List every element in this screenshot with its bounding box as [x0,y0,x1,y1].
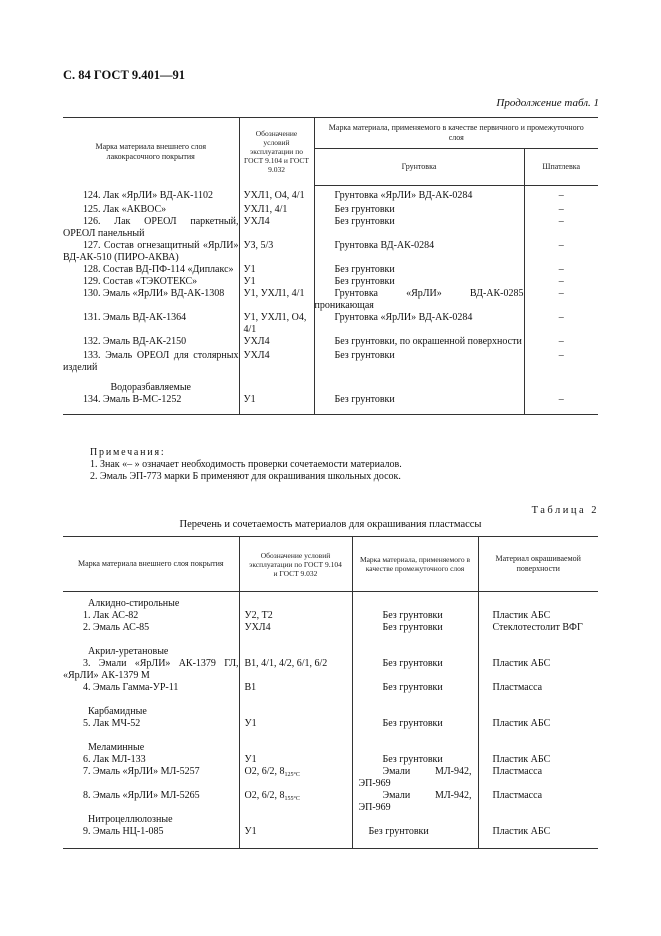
t2-cell-surface: Пластик АБС [478,826,598,849]
t1-cell-primer: Без грунтовки [314,204,524,216]
t1-cell-primer: Без грунтовки [314,264,524,276]
t2-cell-name: 7. Эмаль «ЯрЛИ» МЛ-5257 [83,765,200,777]
t1-header-primer: Грунтовка [314,149,524,186]
t2-cell-cond [239,790,352,814]
t2-group-row [63,598,598,610]
t1-cell-primer: Без грунтовки [314,216,524,240]
t1-row-129 [63,276,598,288]
t2-cell-name: 9. Эмаль НЦ-1-085 [63,826,239,849]
t1-cell-name: 124. Лак «ЯрЛИ» ВД-АК-1102 [83,189,214,201]
t1-cell-primer: Грунтовка «ЯрЛИ» ВД-АК-0285 проникающая [314,287,524,311]
note-item: 1. Знак «– » означает необходимость проверки сочетаемости материалов. [90,459,402,470]
t1-cell-putty: – [524,312,598,336]
t2-cell-inter: Без грунтовки [352,718,478,742]
t1-cell-cond: У1 [239,276,314,288]
t2-cell-surface: Пластик АБС [478,610,598,622]
note-item: 2. Эмаль ЭП-773 марки Б применяют для окрашивания школьных досок. [90,471,401,482]
t1-cell-primer: Грунтовка «ЯрЛИ» ВД-АК-0284 [314,190,524,204]
t1-cell-cond: У1, УХЛ1, 4/1 [239,288,314,312]
t1-cell-primer: Грунтовка «ЯрЛИ» ВД-АК-0284 [314,312,524,336]
notes [90,447,402,483]
t2-cond-sub: 155°С [284,795,300,802]
t2-cell-surface: Пластмасса [478,766,598,790]
t1-row-131 [63,312,598,336]
t2-cell-cond: УХЛ4 [239,622,352,646]
t2-group-title: Карбамидные [88,705,147,717]
t1-row-127 [63,240,598,264]
t1-header-primary-layer: Марка материала, применяемого в качестве первичного и промежуточного слоя [314,118,598,149]
t2-cell-name: 5. Лак МЧ-52 [83,717,141,729]
t1-row-130 [63,288,598,312]
t1-cell-primer: Грунтовка ВД-АК-0284 [314,240,524,264]
t2-group-title: Нитроцеллюлозные [88,813,173,825]
t2-row [63,790,598,814]
t1-header-conditions: Обозначение условий эксплуатации по ГОСТ 9.104 и ГОСТ 9.032 [239,118,314,186]
page-header: С. 84 ГОСТ 9.401—91 [63,68,186,82]
continuation-label: Продолжение табл. 1 [496,97,599,109]
t2-header-intermediate: Марка материала, применяемого в качестве промежуточного слоя [352,537,478,592]
t1-cell-name: 134. Эмаль В-МС-1252 [63,394,239,415]
t2-cell-cond [239,766,352,790]
t1-cell-cond: УЗ, 5/3 [239,240,314,264]
t1-header-material: Марка материала внешнего слоя лакокрасочного покрытия [63,118,239,186]
t2-cell-inter: Без грунтовки [352,610,478,622]
t1-cell-putty: – [524,216,598,240]
t1-row-128 [63,264,598,276]
t2-header-material: Марка материала внешнего слоя покрытия [63,537,239,592]
t1-cell-name: 127. Состав огнезащитный «ЯрЛИ» ВД-АК-510 (ПИРО-АКВА) [63,239,239,263]
t2-header-surface: Материал окрашиваемой поверхности [478,537,598,592]
t1-cell-putty: – [524,204,598,216]
table-2-label: Таблица 2 [531,505,599,516]
t1-cell-putty: – [524,288,598,312]
t1-cell-putty: – [524,394,598,415]
t2-cell-name: 2. Эмаль АС-85 [83,621,150,633]
t1-cell-name: 126. Лак ОРЕОЛ паркетный, ОРЕОЛ панельный [63,215,239,239]
t2-cell-inter: Без грунтовки [352,682,478,706]
t1-cell-cond: УХЛ1, О4, 4/1 [239,190,314,204]
t2-cell-name: 4. Эмаль Гамма-УР-11 [83,681,179,693]
t2-cell-surface: Пластик АБС [478,658,598,682]
t2-cond-sub: 125°С [284,771,300,778]
t1-header-putty: Шпатлевка [524,149,598,186]
t1-cell-cond: УХЛ4 [239,216,314,240]
t2-cell-cond: В1, 4/1, 4/2, 6/1, 6/2 [239,658,352,682]
t2-cond-text: О2, 6/2, 8 [244,789,285,801]
t2-cell-name: 1. Лак АС-82 [83,609,139,621]
t1-cell-name: 131. Эмаль ВД-АК-1364 [83,311,187,323]
t1-row-125 [63,204,598,216]
t1-cell-putty: – [524,190,598,204]
t2-row [63,610,598,622]
t1-cell-putty: – [524,264,598,276]
t2-cond-text: О2, 6/2, 8 [244,765,285,777]
t2-cell-inter: Без грунтовки [352,658,478,682]
t2-cell-name: 3. Эмали «ЯрЛИ» АК-1379 ГЛ, «ЯрЛИ» АК-1379 М [63,657,239,681]
t2-cell-name: 6. Лак МЛ-133 [83,753,146,765]
table-2 [63,536,598,849]
t2-group-row [63,646,598,658]
t1-cell-primer: Без грунтовки [314,350,524,382]
t2-cell-inter: Эмали МЛ-942, ЭП-969 [352,766,478,790]
t2-row [63,766,598,790]
t1-row-132 [63,336,598,350]
t1-cell-primer: Без грунтовки [314,276,524,288]
t2-row [63,718,598,742]
t1-cell-name: 125. Лак «АКВОС» [83,203,167,215]
t1-row-134 [63,394,598,415]
t2-group-title: Алкидно-стирольные [88,597,180,609]
t1-cell-cond: У1, УХЛ1, О4, 4/1 [239,312,314,336]
t2-row [63,622,598,646]
t2-cell-surface: Пластмасса [478,790,598,814]
t1-cell-primer: Без грунтовки [314,394,524,415]
t1-row-126 [63,216,598,240]
t2-cell-surface: Пластик АБС [478,718,598,742]
t2-group-row [63,814,598,826]
t1-cell-name: 129. Состав «ТЭКОТЕКС» [83,275,198,287]
t1-cell-name: 128. Состав ВД-ПФ-114 «Диплакс» [83,263,234,275]
t2-cell-inter: Эмали МЛ-942, ЭП-969 [352,790,478,814]
t2-cell-inter: Без грунтовки [352,754,478,766]
table-1 [63,117,598,415]
t1-cell-cond: У1 [239,394,314,415]
t1-cell-name: 130. Эмаль «ЯрЛИ» ВД-АК-1308 [83,287,225,299]
t2-cell-surface: Пластик АБС [478,754,598,766]
t2-cell-cond: У2, Т2 [239,610,352,622]
t1-cell-putty: – [524,240,598,264]
t2-cell-surface: Стеклотестолит ВФГ [478,622,598,646]
t2-row [63,658,598,682]
t2-group-title: Акрил-уретановые [88,645,169,657]
t2-cell-name: 8. Эмаль «ЯрЛИ» МЛ-5265 [83,789,200,801]
t1-section-row [63,382,598,394]
t1-cell-name: 132. Эмаль ВД-АК-2150 [83,335,187,347]
table-2-title: Перечень и сочетаемость материалов для окрашивания пластмассы [179,519,482,530]
t1-cell-primer: Без грунтовки, по окрашенной поверхности [314,336,524,350]
t1-cell-putty: – [524,336,598,350]
t1-cell-cond: УХЛ4 [239,336,314,350]
t2-cell-inter: Без грунтовки [352,826,478,849]
t2-group-row [63,706,598,718]
t2-cell-cond: В1 [239,682,352,706]
t2-row [63,682,598,706]
t2-row [63,826,598,849]
t2-group-row [63,742,598,754]
t1-cell-cond: УХЛ1, 4/1 [239,204,314,216]
t2-row [63,754,598,766]
notes-heading: Примечания: [90,447,166,458]
t1-cell-cond: УХЛ4 [239,350,314,382]
t1-cell-putty: – [524,276,598,288]
t2-cell-surface: Пластмасса [478,682,598,706]
t2-cell-cond: У1 [239,754,352,766]
t1-row-133 [63,350,598,382]
t2-cell-inter: Без грунтовки [352,622,478,646]
t2-cell-cond: У1 [239,718,352,742]
t2-header-conditions: Обозначение условий эксплуатации по ГОСТ 9.104 и ГОСТ 9.032 [239,537,352,592]
t2-group-title: Меламинные [88,741,145,753]
t1-cell-putty: – [524,350,598,382]
t1-section-title: Водоразбавляемые [110,381,191,393]
t1-cell-cond: У1 [239,264,314,276]
t1-cell-name: 133. Эмаль ОРЕОЛ для столярных изделий [63,349,239,373]
t1-row-124 [63,190,598,204]
t2-cell-cond: У1 [239,826,352,849]
